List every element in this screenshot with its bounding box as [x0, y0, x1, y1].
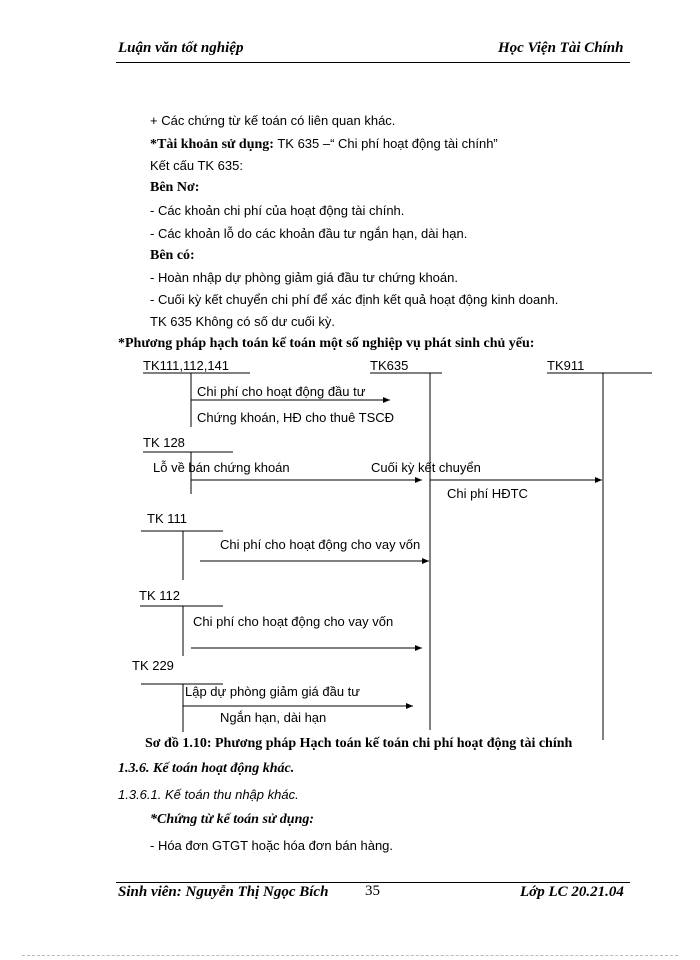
ben-co-heading: Bên có: [150, 248, 195, 263]
entry1-label-line2: Chứng khoán, HĐ cho thuê TSCĐ [197, 410, 395, 425]
entry5-label: Chi phí cho hoạt động cho vay vốn [193, 614, 394, 629]
entry6-label-line2: Ngắn hạn, dài hạn [220, 710, 327, 725]
tk-111-label: TK 111 [147, 511, 187, 526]
page-number: 35 [365, 883, 380, 899]
line-chung-tu-khac: + Các chứng từ kế toán có liên quan khác. [150, 113, 396, 128]
line-so-du: TK 635 Không có số dư cuối kỳ. [150, 314, 336, 329]
line-ben-co-2: - Cuối kỳ kết chuyển chi phí để xác định kết quả hoạt động kinh doanh. [150, 292, 559, 307]
header-right: Học Viện Tài Chính [498, 40, 624, 56]
section-title: 1.3.6. Kế toán hoạt động khác. [118, 761, 295, 776]
header-left: Luận văn tốt nghiệp [118, 40, 244, 56]
phuong-phap-heading: *Phương pháp hạch toán kế toán một số nghiệp vụ phát sinh chủ yếu: [118, 336, 535, 351]
ben-no-heading: Bên Nơ: [150, 180, 200, 195]
tk-229-label: TK 229 [132, 658, 174, 673]
tai-khoan-label: *Tài khoản sử dụng: [150, 137, 274, 152]
doc-heading: *Chứng từ kế toán sử dụng: [150, 812, 315, 827]
doc-item: - Hóa đơn GTGT hoặc hóa đơn bán hàng. [150, 838, 394, 853]
tk-128-label: TK 128 [143, 435, 185, 450]
entry3-label2: Chi phí HĐTC [447, 486, 528, 501]
page-edge-dash [22, 955, 678, 956]
entry4-label: Chi phí cho hoạt động cho vay vốn [220, 537, 421, 552]
tk-635-label: TK635 [370, 358, 409, 373]
line-ben-co-1: - Hoàn nhập dự phòng giảm giá đầu tư chứng khoán. [150, 270, 458, 285]
tk-112-label: TK 112 [139, 588, 180, 603]
line-ben-no-1: - Các khoản chi phí của hoạt động tài chính. [150, 203, 405, 218]
diagram-caption: Sơ đồ 1.10: Phương pháp Hạch toán kế toán chi phí hoạt động tài chính [145, 736, 573, 751]
entry1-label-line1: Chi phí cho hoạt động đầu tư [197, 384, 366, 399]
section-subtitle: 1.3.6.1. Kế toán thu nhập khác. [118, 787, 299, 802]
footer-student: Sinh viên: Nguyễn Thị Ngọc Bích [118, 884, 329, 900]
line-ket-cau: Kết cấu TK 635: [150, 158, 243, 173]
line-ben-no-2: - Các khoản lỗ do các khoản đầu tư ngắn hạn, dài hạn. [150, 226, 468, 241]
tai-khoan-value: TK 635 –“ Chi phí hoạt động tài chính” [273, 136, 498, 151]
entry2-label: Lỗ về bán chứng khoán [153, 460, 290, 475]
tk-111-112-141-label: TK111,112,141 [143, 358, 230, 373]
tk-911-label: TK911 [547, 358, 585, 373]
footer-class: Lớp LC 20.21.04 [520, 884, 624, 900]
entry6-label-line1: Lập dự phòng giảm giá đầu tư [185, 684, 360, 699]
entry3-label: Cuối kỳ kết chuyển [371, 460, 481, 475]
